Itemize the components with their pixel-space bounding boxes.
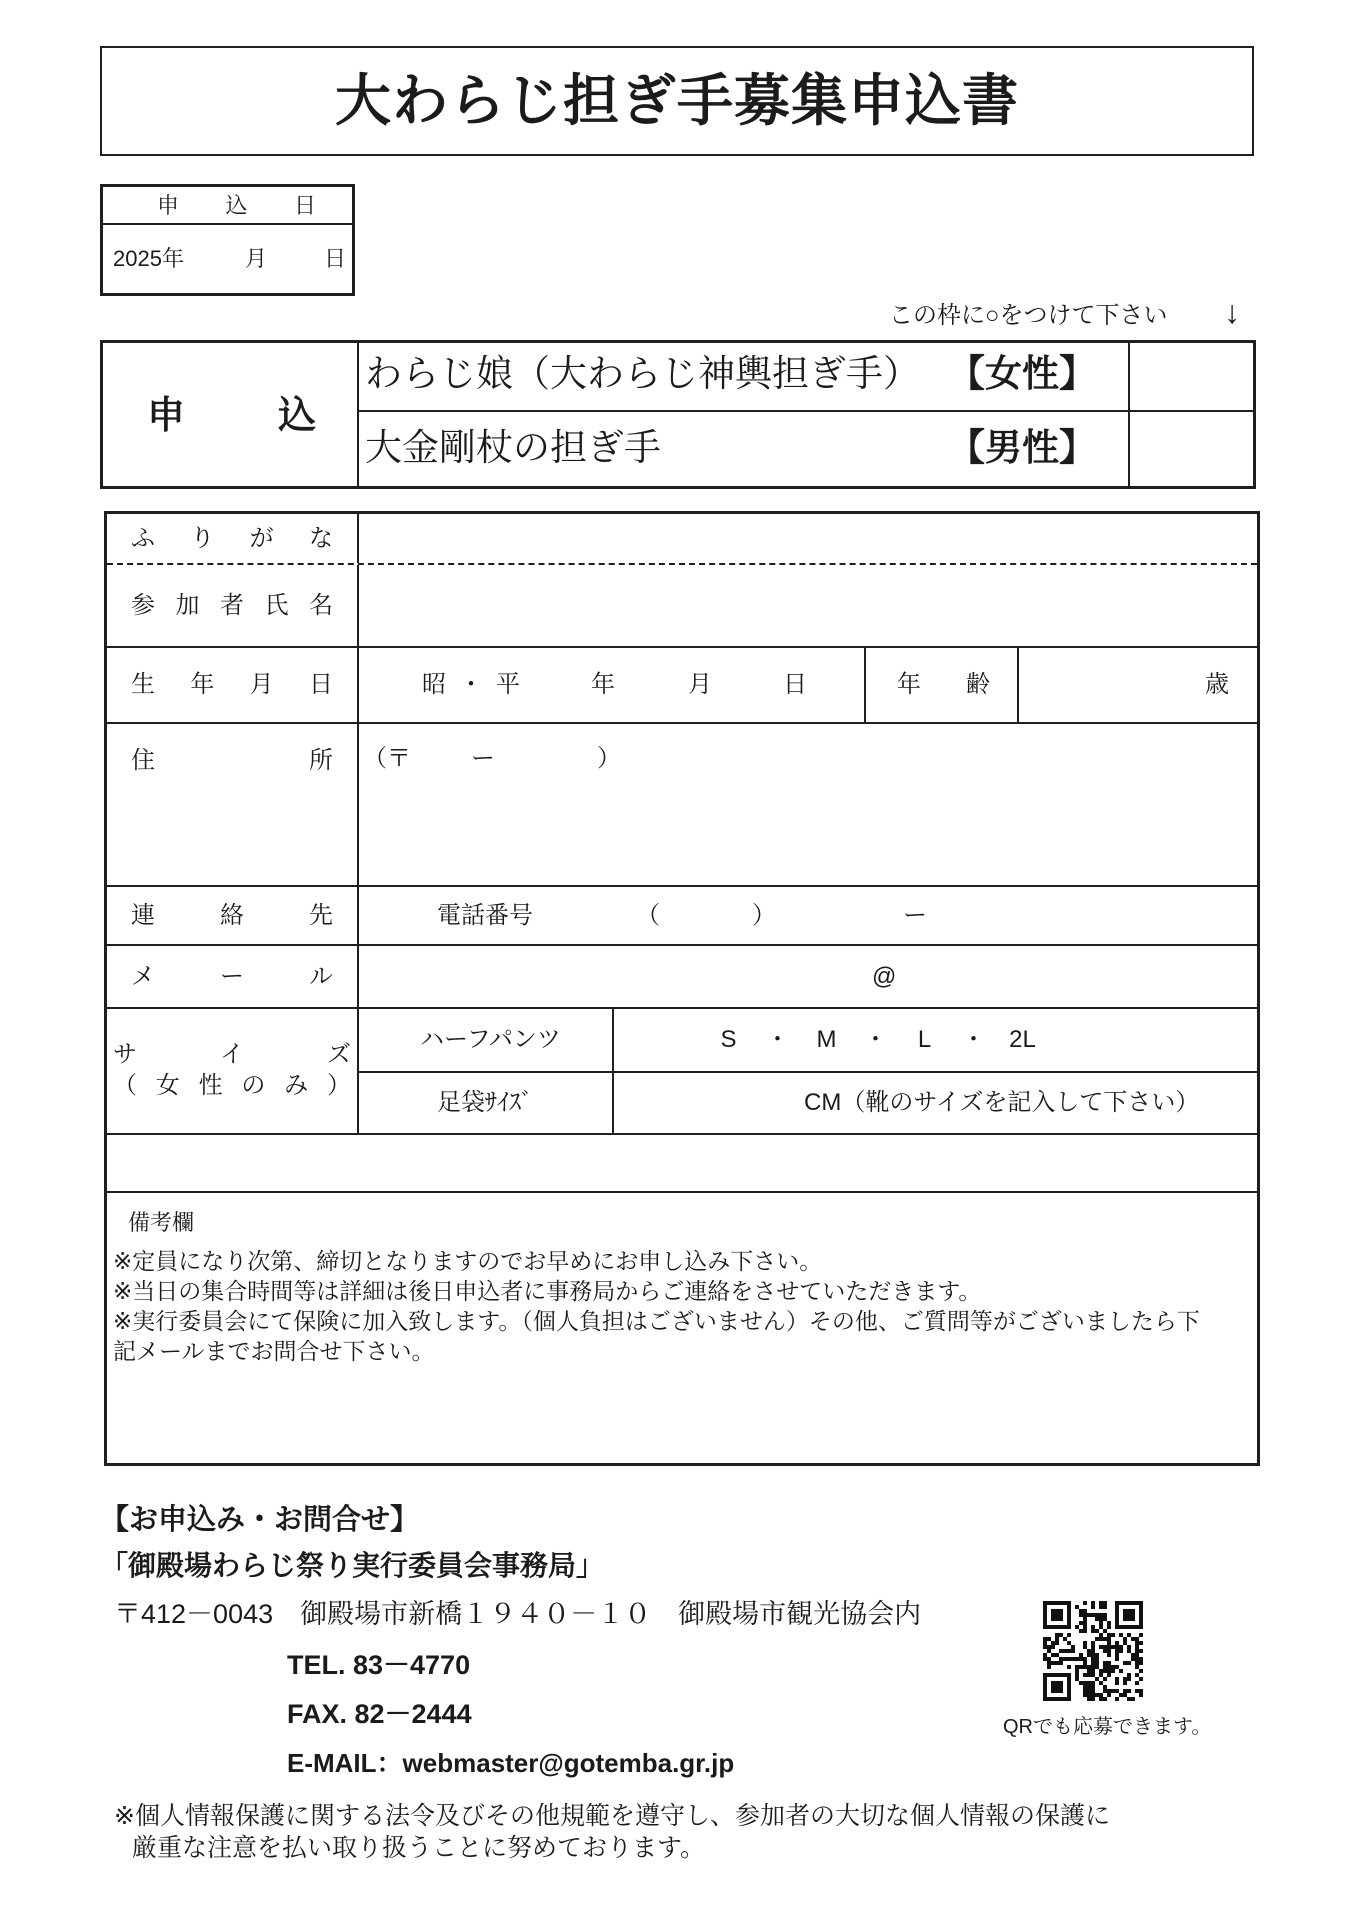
office-fax: FAX. 82－2444 (287, 1699, 472, 1729)
remarks-label: 備考欄 (128, 1210, 195, 1235)
size-option-l: L (917, 1026, 932, 1053)
qr-modules (1043, 1601, 1143, 1701)
address-row (107, 724, 1257, 887)
office-name: 「御殿場わらじ祭り実行委員会事務局」 (100, 1550, 605, 1581)
application-option-female (359, 343, 1128, 410)
size-label: サ イ ズ (113, 1041, 351, 1068)
size-separator: ・ (863, 1026, 888, 1053)
down-arrow-icon: ↓ (1224, 294, 1240, 330)
age-value-divider (1017, 648, 1019, 722)
area-code-close: ） (752, 901, 776, 929)
option-gender: 【女性】 (948, 353, 1096, 394)
email-address: webmaster@gotemba.gr.jp (402, 1748, 735, 1778)
participant-name-row (107, 565, 1257, 648)
phone-label: 電話番号 (437, 901, 533, 929)
size-row (107, 1009, 1257, 1135)
qr-code (1043, 1601, 1143, 1701)
application-month-unit: 月 (245, 246, 268, 271)
size-qualifier: （ 女 性 の み ） (113, 1072, 351, 1099)
birth-month-unit: 月 (688, 671, 712, 698)
furigana-row (107, 514, 1257, 565)
participant-name-label-cell (107, 565, 359, 646)
birthdate-row (107, 648, 1257, 724)
application-date-header (103, 187, 352, 225)
size-label-cell (107, 1009, 359, 1133)
qr-caption: QRでも応募できます。 (1003, 1716, 1212, 1738)
size-separator: ・ (961, 1026, 986, 1053)
blank-row (107, 1135, 1257, 1193)
area-code-open: （ (636, 901, 660, 929)
size-option-s: S (720, 1026, 737, 1053)
half-pants-label: ハーフパンツ (420, 1026, 561, 1053)
furigana-field (359, 514, 1257, 563)
privacy-note-line: 厳重な注意を払い取り扱うことに努めております。 (132, 1834, 706, 1862)
office-tel: TEL. 83－4770 (287, 1650, 471, 1680)
circle-instruction: この枠に○をつけて下さい (889, 302, 1168, 329)
postal-code-close: ） (597, 745, 621, 772)
size-separator: ・ (765, 1026, 790, 1053)
size-subrow-divider (359, 1071, 1257, 1073)
option-role: わらじ娘（大わらじ神輿担ぎ手） (365, 353, 920, 394)
birthdate-label-cell (107, 648, 359, 722)
contact-label: 連 絡 先 (131, 901, 333, 929)
application-type-box (100, 340, 1256, 489)
application-year: 2025年 (113, 246, 184, 271)
mail-label-cell (107, 946, 359, 1007)
birth-era: 昭 ・ 平 (422, 671, 520, 698)
size-option-m: M (816, 1026, 837, 1053)
option-role: 大金剛杖の担ぎ手 (365, 427, 661, 468)
application-option-male (359, 412, 1128, 486)
remarks-note-line: ※当日の集合時間等は詳細は後日申込者に事務局からご連絡をさせていただきます。 (113, 1278, 982, 1304)
birth-day-unit: 日 (783, 671, 807, 698)
size-option-2l: 2L (1009, 1026, 1036, 1053)
remarks-note-line: ※定員になり次第、締切となりますのでお早めにお申し込み下さい。 (113, 1248, 823, 1274)
furigana-label-cell (107, 514, 359, 563)
email-label: E-MAIL： (287, 1748, 403, 1778)
postal-code-dash: ー (471, 745, 495, 772)
furigana-label: ふ り が な (131, 524, 333, 552)
page-title: 大わらじ担ぎ手募集申込書 (335, 69, 1019, 132)
at-sign: @ (872, 962, 897, 990)
application-day-unit: 日 (324, 246, 347, 271)
office-email (287, 1750, 734, 1776)
remarks-row (107, 1193, 1257, 1463)
phone-dash: ー (903, 901, 927, 929)
privacy-note-line: ※個人情報保護に関する法令及びその他規範を遵守し、参加者の大切な個人情報の保護に (114, 1802, 1110, 1830)
application-date-label: 申 込 日 (157, 193, 316, 218)
age-label: 年 齢 (897, 671, 990, 698)
mail-row (107, 946, 1257, 1009)
contact-heading: 【お申込み・お問合せ】 (100, 1504, 420, 1536)
option-gender: 【男性】 (948, 427, 1096, 468)
title-box (100, 46, 1254, 156)
contact-label-cell (107, 887, 359, 944)
participant-name-label: 参 加 者 氏 名 (131, 591, 333, 619)
application-label: 申 込 (147, 395, 316, 437)
half-pants-size-options (704, 1028, 1047, 1052)
application-date-box (100, 184, 355, 296)
contact-row (107, 887, 1257, 946)
tabi-size-label: 足袋ｻｲｽﾞ (437, 1089, 533, 1116)
office-address: 〒412－0043 御殿場市新橋１９４０－１０ 御殿場市観光協会内 (114, 1599, 922, 1629)
age-label-divider (864, 648, 866, 722)
age-unit: 歳 (1205, 671, 1229, 698)
participant-name-field (359, 565, 1257, 646)
privacy-note (114, 1800, 1110, 1864)
remarks-note-line: ※実行委員会にて保険に加入致します。（個人負担はございません）その他、ご質問等がございましたら下 (113, 1308, 1200, 1334)
address-label-cell (107, 724, 359, 885)
participant-form (104, 511, 1260, 1466)
mail-label: メ ー ル (131, 962, 333, 990)
postal-code-open: （〒 (363, 745, 411, 772)
tabi-size-hint: CM（靴のサイズを記入して下さい） (804, 1089, 1200, 1116)
birth-year-unit: 年 (591, 671, 615, 698)
circle-cell-female (1130, 343, 1253, 410)
circle-cell-male (1130, 412, 1253, 486)
remarks-note-line: 記メールまでお問合せ下さい。 (113, 1338, 435, 1364)
address-label: 住 所 (131, 747, 333, 774)
birthdate-label: 生 年 月 日 (131, 671, 333, 698)
remarks-notes (113, 1246, 1200, 1366)
